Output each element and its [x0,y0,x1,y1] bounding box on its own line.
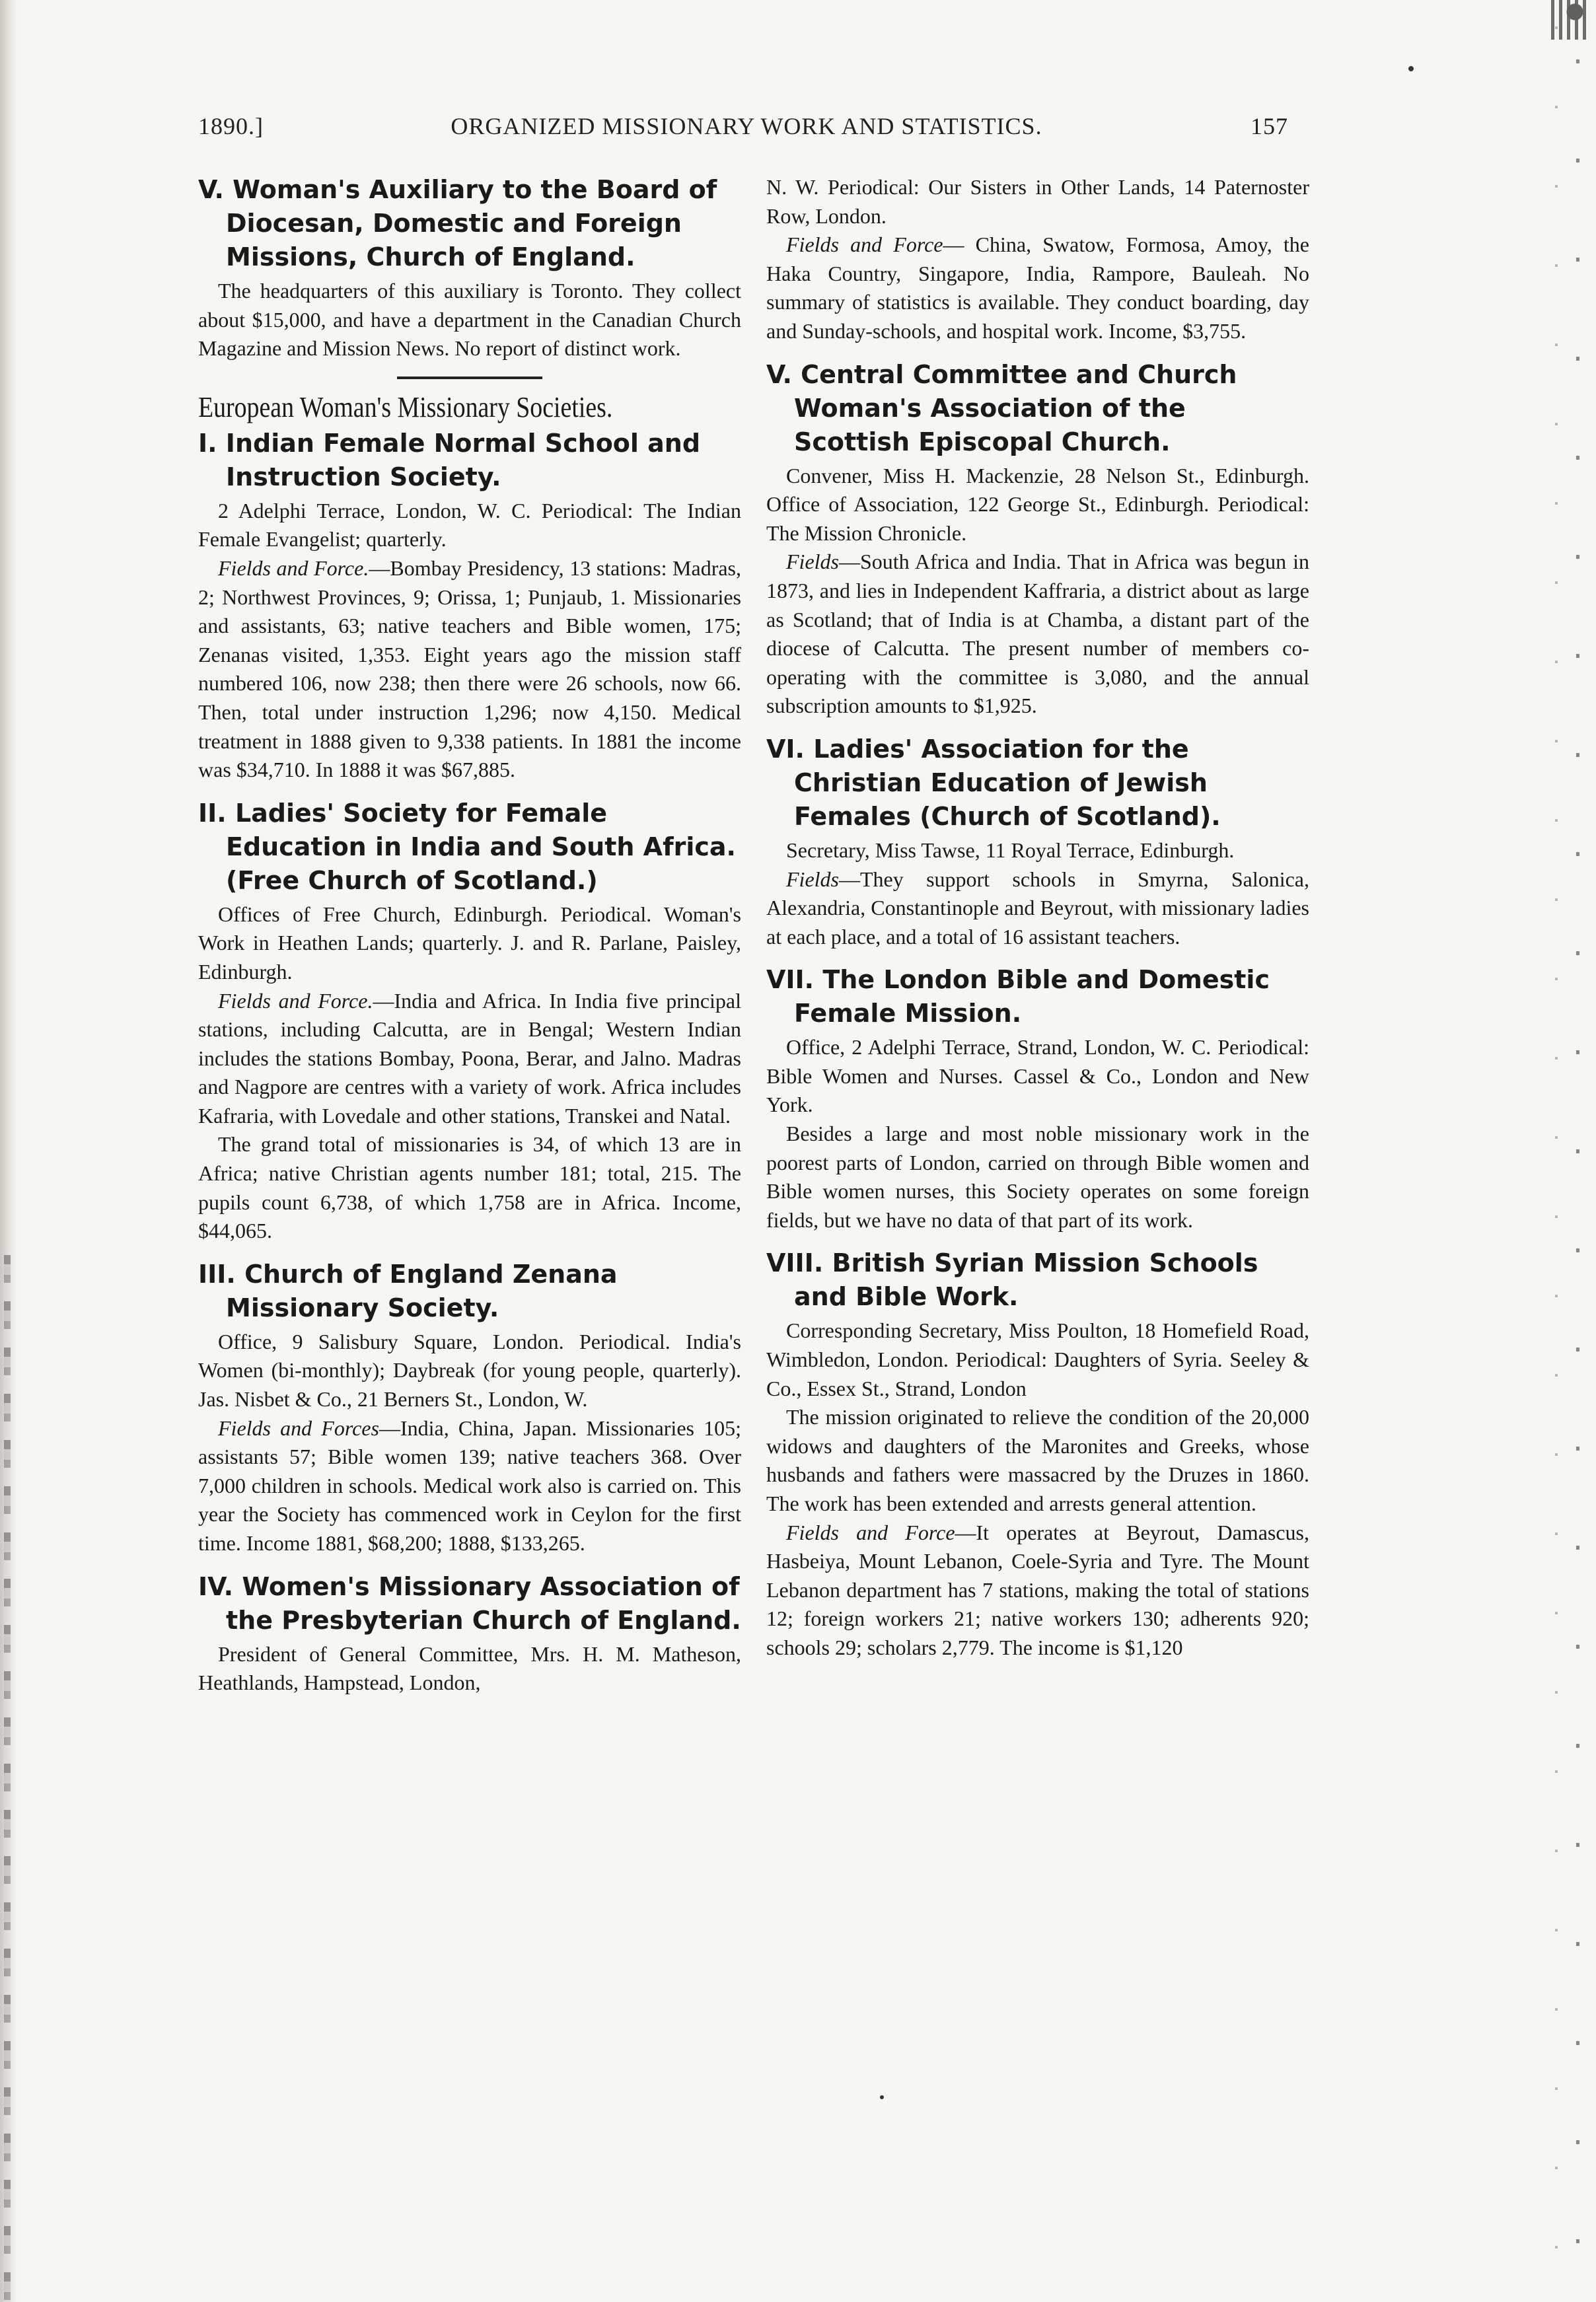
section-body: The headquarters of this auxiliary is Toronto. They collect about $15,000, and have a department in the Canadian Church Magazine and Mission News. No report of distinct work. [198,279,741,361]
section-totals: The grand total of missionaries is 34, of which 13 are in Africa; native Christian agents number 181; total, 215. The pupils count 6,738, of which 1,758 are in Africa. Income, $44,065. [198,1132,741,1243]
section-fields [198,554,741,785]
header-year: 1890.] [198,113,264,139]
fields-text: —South Africa and India. That in Africa was begun in 1873, and lies in Independent Kaffraria, a district about as large as Scotland; that of India is at Chamba, a distant part of the diocese of Calcutta. The present number of members co-operating with the committee is 3,080, and the annual subscription amounts to $1,925. [766,550,1309,718]
section-address: President of General Committee, Mrs. H. M. Matheson, Heathlands, Hampstead, London, [198,1641,741,1695]
right-column [766,173,1309,1663]
section-address: Convener, Miss H. Mackenzie, 28 Nelson St., Edinburgh. Office of Association, 122 George St., Edinburgh. Periodical: The Mission Chronicle. [766,463,1309,545]
header-title: ORGANIZED MISSIONARY WORK AND STATISTICS. [451,113,1042,139]
fields-label: Fields and Force. [218,988,373,1013]
european-societies-heading: European Woman's Missionary Societies. [198,390,613,423]
fields-label: Fields and Forces [218,1416,379,1440]
fields-label: Fields and Force [786,1520,955,1544]
scan-speck [1408,66,1414,71]
section-heading: IV. Women's Missionary Association of the Presbyterian Church of England. [198,1571,741,1635]
section-address: Secretary, Miss Tawse, 11 Royal Terrace, Edinburgh. [786,838,1235,862]
fields-label: Fields and Force [786,233,943,257]
scan-edge-right [1497,0,1596,2302]
section-fields [198,1414,741,1558]
left-column [198,173,741,1698]
section-address: 2 Adelphi Terrace, London, W. C. Periodical: The Indian Female Evangelist; quarterly. [198,498,741,552]
scan-speck [880,2095,884,2099]
section-body: Besides a large and most noble missionary work in the poorest parts of London, carried on through Bible women and Bible women nurses, this Society operates on some foreign fields, but we have no data of that part of its work. [766,1122,1309,1232]
section-heading: VIII. British Syrian Mission Schools and Bible Work. [766,1248,1258,1312]
section-fields [766,865,1309,952]
running-header [198,112,1288,152]
section-fields [198,987,741,1131]
section-fields [766,231,1309,345]
fields-text: — China, Swatow, Formosa, Amoy, the Haka Country, Singapore, India, Rampore, Bauleah. No summary of statistics is available. They conduct boarding, day and Sunday-schools, and hospital work. Income, $3,755. [766,233,1310,343]
fields-label: Fields [786,867,839,891]
fields-text: —India, China, Japan. Missionaries 105; assistants 57; Bible women 139; native teachers 368. Over 7,000 children in schools. Medical work also is carried on. This year the Society has commenced work in Ceylon for the first time. Income 1881, $68,200; 1888, $133,265. [198,1416,742,1555]
section-fields [766,1519,1309,1663]
section-body: The mission originated to relieve the condition of the 20,000 widows and daughters of the Maronites and Greeks, whose husbands and fathers were massacred by the Druzes in 1860. The work has been extended and arrests general attention. [766,1405,1309,1515]
section-address: Office, 2 Adelphi Terrace, Strand, London, W. C. Periodical: Bible Women and Nurses. Cassel & Co., London and New York. [766,1035,1309,1117]
section-divider [397,377,542,379]
section-address: Offices of Free Church, Edinburgh. Periodical. Woman's Work in Heathen Lands; quarterly. J. and R. Parlane, Paisley, Edinburgh. [198,902,741,984]
section-address: N. W. Periodical: Our Sisters in Other Lands, 14 Paternoster Row, London. [766,175,1309,228]
section-heading: VI. Ladies' Association for the Christian Education of Jewish Females (Church of Scotland). [766,734,1221,831]
fields-label: Fields and Force. [218,556,369,580]
fields-text: —India and Africa. In India five principal stations, including Calcutta, are in Bengal; Western Indian includes the stations Bombay, Poona, Berar, and Jalno. Madras and Nagpore are centres with a variety of work. Africa includes Kafraria, with Lovedale and other stations, Transkei and Natal. [198,988,741,1128]
section-heading: VII. The London Bible and Domestic Female Mission. [766,965,1270,1028]
section-heading: III. Church of England Zenana Missionary Society. [198,1259,618,1322]
section-heading: I. Indian Female Normal School and Instruction Society. [198,428,701,491]
section-heading: V. Woman's Auxiliary to the Board of Diocesan, Domestic and Foreign Missions, Church of England. [198,175,717,271]
fields-text: —It operates at Beyrout, Damascus, Hasbeiya, Mount Lebanon, Coele-Syria and Tyre. The Mount Lebanon department has 7 stations, making the total of stations 12; foreign workers 21; native workers 130; adherents 920; schools 29; scholars 2,779. The income is $1,120 [766,1520,1309,1659]
fields-text: —They support schools in Smyrna, Salonica, Alexandria, Constantinople and Beyrout, with missionary ladies at each place, and a total of 16 assistant teachers. [766,867,1309,949]
section-fields [766,548,1309,721]
fields-text: —Bombay Presidency, 13 stations: Madras, 2; Northwest Provinces, 9; Orissa, 1; Punjaub, 1. Missionaries and assistants, 63; native teachers and Bible women, 175; Zenanas visited, 1,353. Eight years ago the mission staff numbered 106, now 238; then there were 26 schools, now 66. Then, total under instruction 1,296; now 4,150. Medical treatment in 1888 given to 9,338 patients. In 1881 the income was $34,710. In 1888 it was $67,885. [198,556,742,782]
section-heading: II. Ladies' Society for Female Education in India and South Africa. (Free Church of Scotland.) [198,798,736,895]
section-heading: V. Central Committee and Church Woman's Association of the Scottish Episcopal Church. [766,359,1237,456]
section-address: Office, 9 Salisbury Square, London. Periodical. India's Women (bi-monthly); Daybreak (for young people, quarterly). Jas. Nisbet & Co., 21 Berners St., London, W. [198,1329,741,1412]
page-number: 157 [1251,113,1288,139]
fields-label: Fields [786,550,839,574]
scan-edge-left [0,0,17,2302]
section-address: Corresponding Secretary, Miss Poulton, 18 Homefield Road, Wimbledon, London. Periodical: Daughters of Syria. Seeley & Co., Essex St., Strand, London [766,1318,1309,1400]
